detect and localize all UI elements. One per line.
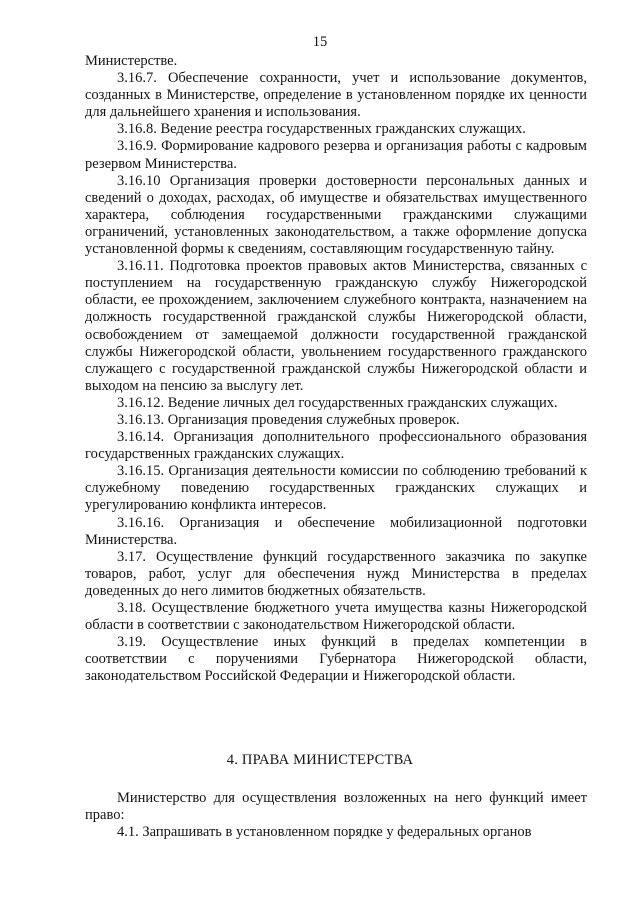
page-number: 15 — [312, 34, 328, 50]
paragraph: Министерстве. — [85, 53, 178, 69]
paragraph: 3.17. Осуществление функций государственного заказчика по закупке товаров, работ, услуг для обеспечения нужд Министерства в пределах доведенных до него лимитов бюджетных обязательств. — [85, 548, 587, 599]
paragraph: 3.16.7. Обеспечение сохранности, учет и использование документов, созданных в Министерстве, определение в установленном порядке их ценности для дальнейшего хранения и использования. — [85, 70, 587, 121]
body-text — [85, 53, 587, 685]
paragraph: Министерство для осуществления возложенных на него функций имеет право: — [85, 790, 587, 824]
paragraph: 3.16.11. Подготовка проектов правовых актов Министерства, связанных с поступлением на государственную гражданскую службу Нижегородской области, ее прохождением, заключением служебного контракта, назначением на должность государственной гражданской службы Нижегородской области, освобождением от замещаемой должности государственной гражданской службы Нижегородской области, увольнением государственного гражданского служащего с государственной гражданской службы Нижегородской области и выходом на пенсию за выслугу лет. — [85, 258, 587, 394]
paragraph: 3.16.16. Организация и обеспечение мобилизационной подготовки Министерства. — [85, 514, 587, 548]
paragraph: 3.16.13. Организация проведения служебных проверок. — [117, 411, 460, 428]
paragraph: 3.16.9. Формирование кадрового резерва и организация работы с кадровым резервом Министерства. — [85, 138, 587, 172]
paragraph: 4.1. Запрашивать в установленном порядке у федеральных органов — [117, 824, 532, 841]
section-heading: 4. ПРАВА МИНИСТЕРСТВА — [226, 752, 414, 768]
paragraph: 3.18. Осуществление бюджетного учета имущества казны Нижегородской области в соответствии с законодательством Нижегородской области. — [85, 600, 587, 634]
paragraph: 3.16.10 Организация проверки достоверности персональных данных и сведений о доходах, расходах, об имуществе и обязательствах имущественного характера, соблюдения государственными гражданскими служащими ограничений, установленных законодательством, а также оформление допуска установленной формы к сведениям, составляющим государственную тайну. — [85, 172, 587, 258]
paragraph: 3.16.14. Организация дополнительного профессионального образования государственных гражданских служащих. — [85, 429, 587, 463]
section-body-text — [85, 790, 587, 841]
paragraph: 3.19. Осуществление иных функций в пределах компетенции в соответствии с поручениями Губернатора Нижегородской области, законодательством Российской Федерации и Нижегородской области. — [85, 634, 587, 685]
paragraph: 3.16.15. Организация деятельности комиссии по соблюдению требований к служебному поведению государственных гражданских служащих и урегулированию конфликта интересов. — [85, 463, 587, 514]
paragraph: 3.16.12. Ведение личных дел государственных гражданских служащих. — [117, 394, 558, 411]
paragraph: 3.16.8. Ведение реестра государственных гражданских служащих. — [117, 121, 526, 138]
